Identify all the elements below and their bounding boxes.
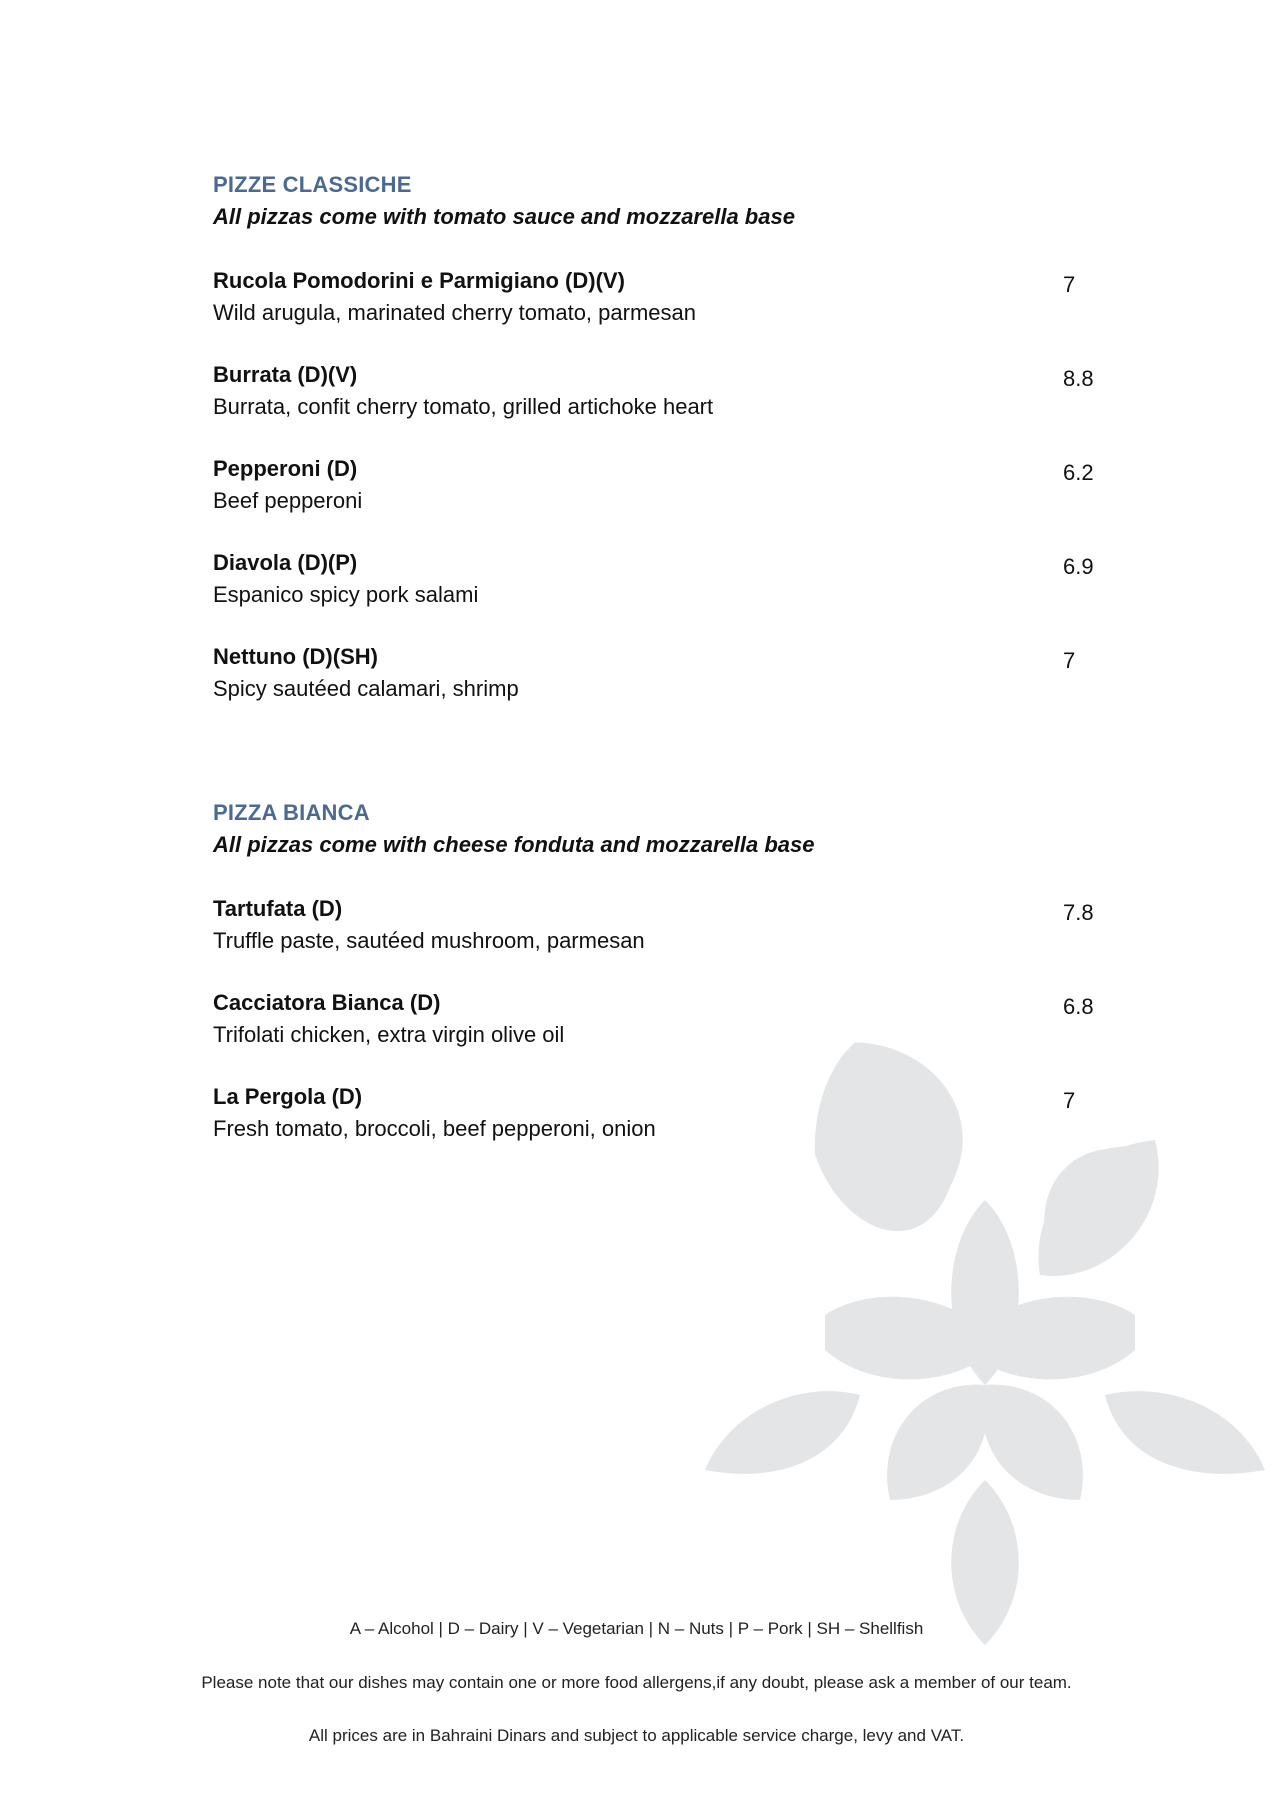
item-name: Rucola Pomodorini e Parmigiano (D)(V) <box>213 268 625 293</box>
price-note: All prices are in Bahraini Dinars and subject to applicable service charge, levy and VAT. <box>308 1726 965 1745</box>
item-description: Fresh tomato, broccoli, beef pepperoni, onion <box>213 1116 656 1141</box>
menu-item <box>213 362 1113 456</box>
item-price: 7 <box>1063 1088 1076 1113</box>
item-price: 7 <box>1063 648 1076 673</box>
item-name: Cacciatora Bianca (D) <box>213 990 441 1015</box>
item-price: 7 <box>1063 272 1076 297</box>
section-title: PIZZE CLASSICHE <box>213 172 412 197</box>
item-name: La Pergola (D) <box>213 1084 363 1109</box>
item-name: Burrata (D)(V) <box>213 362 358 387</box>
item-name: Nettuno (D)(SH) <box>213 644 378 669</box>
item-price: 7.8 <box>1063 900 1094 925</box>
section-pizza-bianca <box>213 800 1113 1178</box>
item-description: Trifolati chicken, extra virgin olive oil <box>213 1022 565 1047</box>
item-price: 6.9 <box>1063 554 1094 579</box>
menu-item <box>213 644 1113 738</box>
item-price: 8.8 <box>1063 366 1094 391</box>
section-note: All pizzas come with tomato sauce and mozzarella base <box>213 204 795 229</box>
menu-item <box>213 550 1113 644</box>
menu-item <box>213 896 1113 990</box>
menu-item <box>213 268 1113 362</box>
menu-item <box>213 456 1113 550</box>
item-name: Tartufata (D) <box>213 896 343 921</box>
section-note: All pizzas come with cheese fonduta and mozzarella base <box>213 832 815 857</box>
item-description: Spicy sautéed calamari, shrimp <box>213 676 519 701</box>
item-description: Beef pepperoni <box>213 488 363 513</box>
item-price: 6.8 <box>1063 994 1094 1019</box>
item-description: Espanico spicy pork salami <box>213 582 479 607</box>
item-name: Pepperoni (D) <box>213 456 358 481</box>
section-title: PIZZA BIANCA <box>213 800 370 825</box>
item-description: Wild arugula, marinated cherry tomato, parmesan <box>213 300 696 325</box>
allergen-note: Please note that our dishes may contain one or more food allergens,if any doubt, please ask a member of our team. <box>201 1673 1072 1692</box>
menu-item <box>213 990 1113 1084</box>
menu-item <box>213 1084 1113 1178</box>
item-name: Diavola (D)(P) <box>213 550 358 575</box>
item-price: 6.2 <box>1063 460 1094 485</box>
allergen-legend: A – Alcohol | D – Dairy | V – Vegetarian | N – Nuts | P – Pork | SH – Shellfish <box>349 1619 924 1638</box>
item-description: Burrata, confit cherry tomato, grilled artichoke heart <box>213 394 714 419</box>
item-description: Truffle paste, sautéed mushroom, parmesan <box>213 928 645 953</box>
section-pizze-classiche <box>213 172 1113 738</box>
